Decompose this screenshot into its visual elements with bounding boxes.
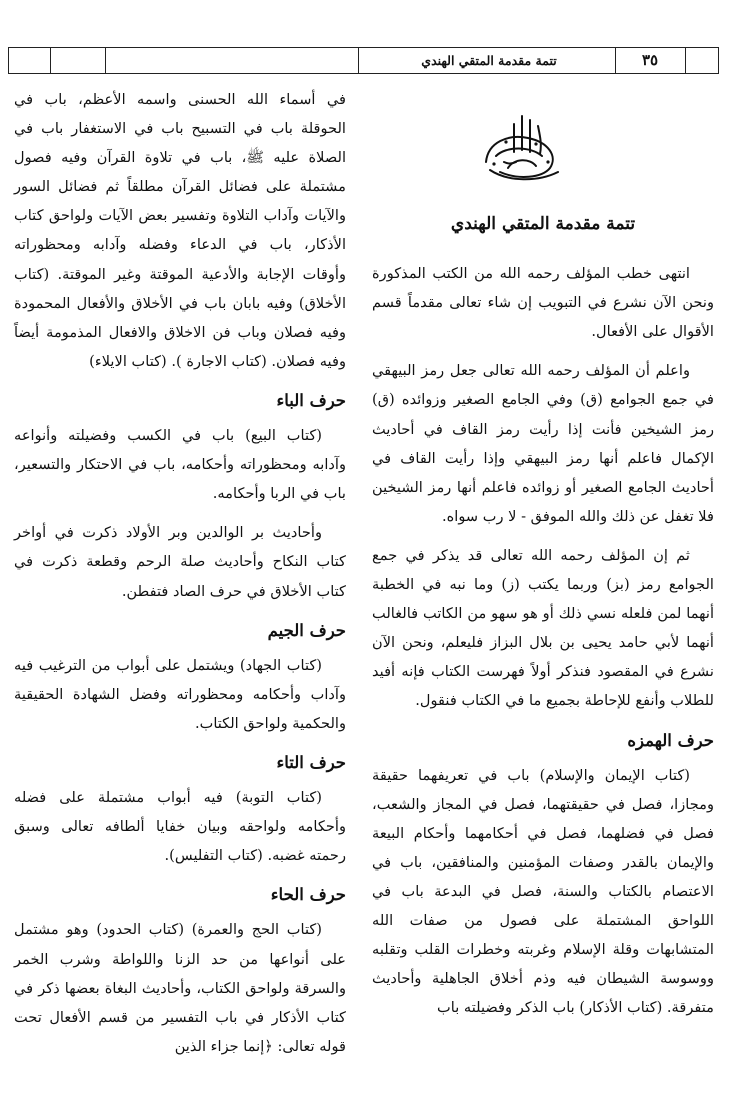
- paragraph: ثم إن المؤلف رحمه الله تعالى قد يذكر في جمع الجوامع رمز (بز) وربما يكتب (ز) وما نبه في الخطبة أنهما لمن فلعله نسي ذلك أو هو سهو من الكاتب فالغالب أنهما لأبي حامد يحيى بن بلال البزاز فليعلم، ونحن الآن نشرع في المقصود فنذكر أولاً فهرست الكتاب فإنه أفيد للطلاب وأنفع للإحاطة بجميع ما في الكتاب فنقول.: [372, 546, 714, 710]
- paragraph: (كتاب الحج والعمرة) (كتاب الحدود) وهو مشتمل على أنواعها من حد الزنا واللواطة وشرب الخمر والسرقة ولواحق الكتاب، وأحاديث البغاة بعضها ذكر في كتاب الأذكار في باب التفسير من قسم الأفعال تحت قوله تعالى: ﴿إنما جزاء الذين: [14, 921, 346, 1055]
- heading-harf-ta: حرف التاء: [276, 752, 346, 772]
- paragraph: (كتاب الإيمان والإسلام) باب في تعريفهما حقيقة ومجازا، فصل في حقيقتهما، فصل في المجاز والشعب، فصل في فضلهما، فصل في أحكامهما وأحكام البيعة والإيمان بالقدر وصفات المؤمنين والمنافقين، باب في الاعتصام بالكتاب والسنة، فصل في البدعة باب في اللواحق المشتملة على فصول من صفات الله المتشابهات وقلة الإسلام وغربته وخطرات القلب وتقلبه ووسوسة الشيطان فيه وذم أخلاق الجاهلية وأحاديث متفرقة. (كتاب الأذكار) باب الذكر وفضيلته باب: [372, 766, 714, 1017]
- heading-harf-hamza: حرف الهمزه: [627, 730, 714, 750]
- heading-harf-jim: حرف الجيم: [267, 620, 346, 640]
- paragraph: (كتاب البيع) باب في الكسب وفضيلته وأنواعه وآدابه ومحظوراته وأحكامه، باب في الاحتكار والتسعير، باب في الربا وأحكامه.: [14, 427, 346, 503]
- header-divider: [358, 48, 359, 73]
- heading-harf-ba: حرف الباء: [276, 390, 346, 410]
- paragraph: انتهى خطب المؤلف رحمه الله من الكتب المذكورة ونحن الآن نشرع في التبويب إن شاء تعالى مقدماً قسم الأقوال على الأفعال.: [372, 265, 714, 341]
- paragraph: في أسماء الله الحسنى واسمه الأعظم، باب في الحوقلة باب في التسبيح باب في الاستغفار باب في الصلاة عليه ﷺ، باب في تلاوة القرآن وفيه فصول مشتملة على فضائل القرآن مطلقاً ثم فضائل السور والآيات وآداب التلاوة وتفسير بعض الآيات ولواحق كتاب الأذكار، باب في الدعاء وفضله وآدابه ومحظوراته وأوقات الإجابة والأدعية الموقتة وغير الموقتة. (كتاب الأخلاق) وفيه بابان باب في الأخلاق والأفعال المحمودة وفيه فصلان وباب فن الاخلاق والافعال المذمومة أيضاً وفيه فصلان. (كتاب الاجارة ). (كتاب الايلاء): [14, 91, 346, 370]
- paragraph: واعلم أن المؤلف رحمه الله تعالى جعل رمز البيهقي في جمع الجوامع (ق) وفي الجامع الصغير وزوائده (ق) رمز الشيخين فأنت إذا رأيت رمز القاف في أحاديث الإكمال فاعلم أنها رمز البيهقي وإذا رأيت القاف في أحاديث الجامع الصغير أو زوائده فاعلم أنها رمز الشيخين فلا تغفل عن ذلك والله الموفق - لا رب سواه.: [372, 362, 714, 525]
- paragraph: (كتاب التوبة) فيه أبواب مشتملة على فضله وأحكامه ولواحقه وبيان خفايا ألطافه تعالى وسبق رحمته غضبه. (كتاب التفليس).: [14, 789, 346, 865]
- running-title: تتمة مقدمة المتقي الهندي: [421, 53, 557, 68]
- page-header: [8, 47, 719, 74]
- section-title: تتمة مقدمة المتقي الهندي: [450, 214, 636, 234]
- right-column: [372, 210, 714, 1022]
- header-divider: [685, 48, 686, 73]
- paragraph: (كتاب الجهاد) ويشتمل على أبواب من الترغيب فيه وآداب وأحكامه ومحظوراته وفضل الشهادة الحقيقية والحكمية ولواحق الكتاب.: [14, 656, 346, 732]
- header-divider: [105, 48, 106, 73]
- paragraph: وأحاديث بر الوالدين وبر الأولاد ذكرت في أواخر كتاب النكاح وأحاديث صلة الرحم وقطعة ذكرت في كتاب الأخلاق في حرف الصاد فتفطن.: [14, 524, 346, 600]
- basmala-emblem-icon: [478, 112, 564, 184]
- page-number: ٣٥: [641, 51, 659, 69]
- header-divider: [615, 48, 616, 73]
- heading-harf-ha: حرف الحاء: [270, 885, 346, 905]
- left-column: [14, 85, 346, 1061]
- header-divider: [50, 48, 51, 73]
